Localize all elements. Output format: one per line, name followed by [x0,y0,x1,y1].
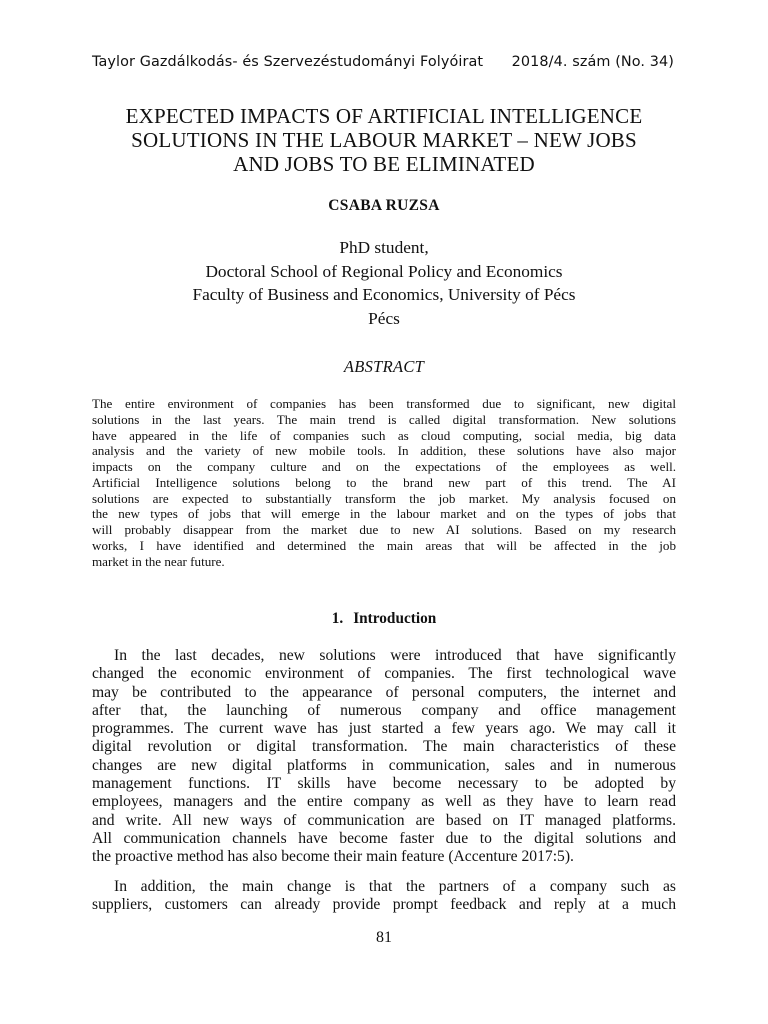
author-name: CSABA RUZSA [328,197,440,214]
title-line: AND JOBS TO BE ELIMINATED [233,152,535,176]
running-header [92,54,674,70]
abstract-line: will probably disappear from the market due to new AI solutions. Based on my research [92,522,676,537]
section-title: Introduction [353,610,437,627]
abstract-line: Artificial Intelligence solutions belong to the brand new part of this trend. The AI [92,474,676,490]
section-heading [0,610,768,628]
body-line: employees, managers and the entire company as well as they have to learn read [92,793,676,811]
body-line: after that, the launching of numerous company and office management [92,701,676,719]
body-paragraph [92,878,676,915]
abstract-line: solutions in the last years. The main trend is called digital transformation. New solutions [92,411,676,427]
body-line: In the last decades, new solutions were introduced that have significantly [114,647,676,664]
body-line: suppliers, customers can already provide prompt feedback and reply at a much [92,896,676,914]
abstract-line: solutions are expected to substantially transform the job market. My analysis focused on [92,490,676,506]
abstract-line: works, I have identified and determined the main areas that will be affected in the job [92,537,676,553]
author-affiliation [0,236,768,330]
abstract-line: impacts on the company culture and on the expectations of the employees as well. [92,459,676,474]
abstract-text [92,396,676,569]
issue-number: 2018/4. szám (No. 34) [511,54,674,70]
affiliation-line: PhD student, [339,238,429,257]
body-line: programmes. The current wave has just started a few years ago. We may call it [92,720,676,738]
title-line: SOLUTIONS IN THE LABOUR MARKET – NEW JOBS [131,128,637,152]
body-line: In addition, the main change is that the partners of a company such as [114,878,676,895]
abstract-line: the new types of jobs that will emerge in the labour market and on the types of jobs that [92,506,676,522]
abstract-line: analysis and the variety of new mobile tools. In addition, these solutions have also major [92,443,676,459]
abstract-line: The entire environment of companies has been transformed due to significant, new digital [92,396,676,411]
abstract-line: have appeared in the life of companies such as cloud computing, social media, big data [92,427,676,443]
abstract-line: market in the near future. [92,553,225,569]
affiliation-line: Pécs [368,308,400,328]
abstract-heading: ABSTRACT [343,357,425,376]
body-line: digital revolution or digital transformation. The main characteristics of these [92,738,676,756]
affiliation-line: Doctoral School of Regional Policy and Economics [205,261,563,281]
section-number: 1. [331,610,344,627]
body-line: may be contributed to the appearance of personal computers, the internet and [92,683,676,701]
body-line: All communication channels have become faster due to the digital solutions and [92,829,676,847]
body-line: changed the economic environment of companies. The first technological wave [92,665,676,683]
affiliation-line: Faculty of Business and Economics, University of Pécs [192,285,576,305]
body-line: changes are new digital platforms in communication, sales and in numerous [92,756,676,774]
body-paragraph [92,647,676,867]
body-line: management functions. IT skills have become necessary to be adopted by [92,775,676,793]
body-line: the proactive method has also become their main feature (Accenture 2017:5). [92,848,574,866]
journal-name: Taylor Gazdálkodás- és Szervezéstudományi Folyóirat [92,54,484,70]
body-line: and write. All new ways of communication are based on IT managed platforms. [92,811,676,829]
title-line: EXPECTED IMPACTS OF ARTIFICIAL INTELLIGENCE [125,104,643,128]
page-number: 81 [376,929,392,946]
paper-title [60,104,708,176]
